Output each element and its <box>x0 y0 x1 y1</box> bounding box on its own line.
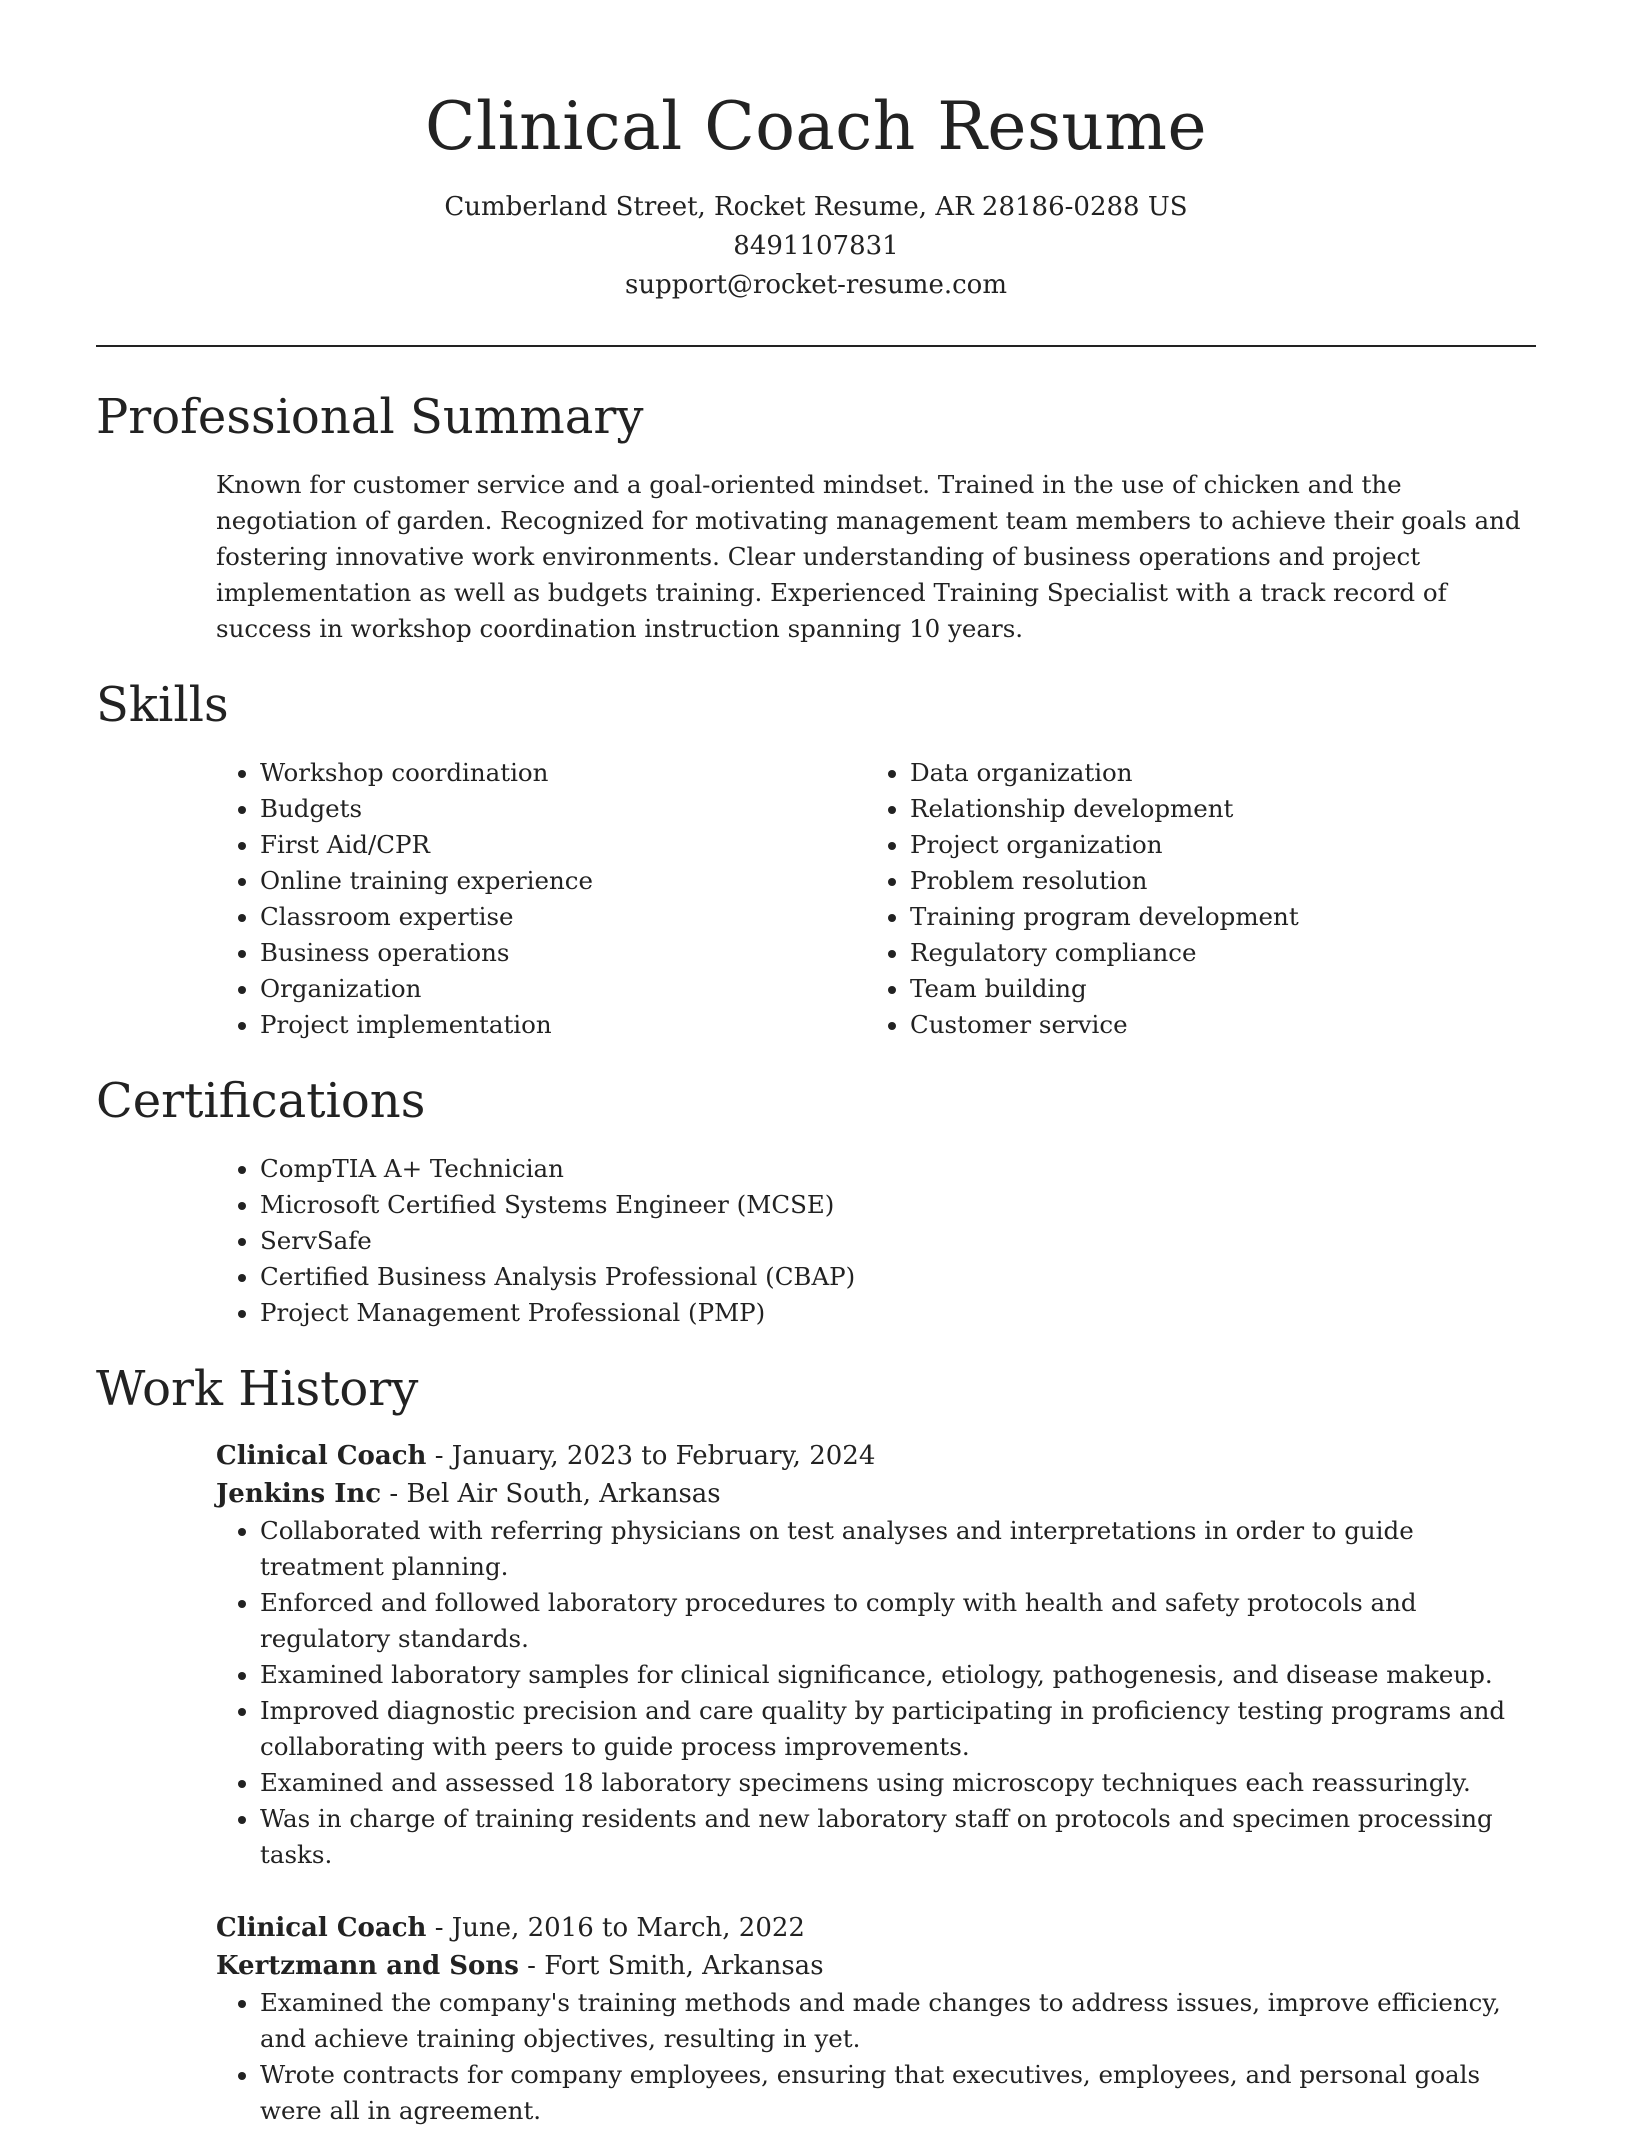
skill-item: • Workshop coordination <box>260 755 866 791</box>
skills-list-left <box>216 755 866 1043</box>
email-address: support@rocket-resume.com <box>624 270 1007 300</box>
skills-column-right <box>866 755 1516 1043</box>
skill-item: • Online training experience <box>260 863 866 899</box>
certifications-block <box>216 1151 1536 1331</box>
certification-item: • CompTIA A+ Technician <box>260 1151 1536 1187</box>
job-entry <box>216 1437 1536 1873</box>
certification-item: • ServSafe <box>260 1223 1536 1259</box>
certifications-list <box>216 1151 1536 1331</box>
skill-item: • Regulatory compliance <box>910 935 1516 971</box>
skills-heading: Skills <box>96 677 229 733</box>
job-duty: • Wrote contracts for company employees, ensuring that executives, employees, and personal goals were all in agreement. <box>260 2057 1536 2129</box>
skill-item: • Team building <box>910 971 1516 1007</box>
resume-header <box>96 0 1536 305</box>
job-dates: - January, 2023 to February, 2024 <box>426 1441 876 1471</box>
job-duty: • Was in charge of training residents and new laboratory staff on protocols and specimen processing tasks. <box>260 1801 1536 1873</box>
skill-item: • Customer service <box>910 1007 1516 1043</box>
skill-item: • First Aid/CPR <box>260 827 866 863</box>
job-location: - Bel Air South, Arkansas <box>381 1479 721 1509</box>
skills-column-left <box>216 755 866 1043</box>
resume-title: Clinical Coach Resume <box>424 88 1208 165</box>
job-company: Jenkins Inc <box>216 1479 382 1509</box>
certification-item: • Project Management Professional (PMP) <box>260 1295 1536 1331</box>
certification-item: • Certified Business Analysis Professional (CBAP) <box>260 1259 1536 1295</box>
job-duty: • Examined and assessed 18 laboratory specimens using microscopy techniques each reassuringly. <box>260 1765 1536 1801</box>
skill-item: • Training program development <box>910 899 1516 935</box>
address: Cumberland Street, Rocket Resume, AR 28186-0288 US <box>444 192 1188 222</box>
phone-number: 8491107831 <box>733 231 899 261</box>
job-location: - Fort Smith, Arkansas <box>518 1951 824 1981</box>
skill-item: • Project implementation <box>260 1007 866 1043</box>
summary-text: Known for customer service and a goal-oriented mindset. Trained in the use of chicken and the negotiation of garden. Recognized for motivating management team members to achieve their goals and fostering innovative work environments. Clear understanding of business operations and project implementation as well as budgets training. Experienced Training Specialist with a track record of success in workshop coordination instruction spanning 10 years. <box>216 470 1521 643</box>
job-duties-list <box>216 1513 1536 1873</box>
skills-grid <box>216 755 1536 1043</box>
header-divider <box>96 345 1536 347</box>
job-entry <box>216 1909 1536 2129</box>
job-title-line <box>216 1437 1536 1475</box>
skill-item: • Data organization <box>910 755 1516 791</box>
skill-item: • Relationship development <box>910 791 1516 827</box>
summary-heading: Professional Summary <box>96 389 644 445</box>
job-dates: - June, 2016 to March, 2022 <box>426 1913 805 1943</box>
certification-item: • Microsoft Certified Systems Engineer (MCSE) <box>260 1187 1536 1223</box>
job-title-line <box>216 1909 1536 1947</box>
skill-item: • Classroom expertise <box>260 899 866 935</box>
work-history-heading: Work History <box>96 1361 419 1417</box>
skill-item: • Organization <box>260 971 866 1007</box>
contact-block <box>96 188 1536 305</box>
job-duty: • Collaborated with referring physicians on test analyses and interpretations in order to guide treatment planning. <box>260 1513 1536 1585</box>
skill-item: • Budgets <box>260 791 866 827</box>
job-company: Kertzmann and Sons <box>216 1951 519 1981</box>
skill-item: • Business operations <box>260 935 866 971</box>
job-duty: • Examined the company's training methods and made changes to address issues, improve efficiency, and achieve training objectives, resulting in yet. <box>260 1985 1536 2057</box>
job-duty: • Improved diagnostic precision and care quality by participating in proficiency testing programs and collaborating with peers to guide process improvements. <box>260 1693 1536 1765</box>
skills-list-right <box>866 755 1516 1043</box>
job-duty: • Enforced and followed laboratory procedures to comply with health and safety protocols and regulatory standards. <box>260 1585 1536 1657</box>
job-duty: • Examined laboratory samples for clinical significance, etiology, pathogenesis, and disease makeup. <box>260 1657 1536 1693</box>
job-company-line <box>216 1947 1536 1985</box>
job-role: Clinical Coach <box>216 1441 427 1471</box>
skill-item: • Project organization <box>910 827 1516 863</box>
skill-item: • Problem resolution <box>910 863 1516 899</box>
job-duties-list <box>216 1985 1536 2129</box>
certifications-heading: Certifications <box>96 1073 426 1129</box>
job-role: Clinical Coach <box>216 1913 427 1943</box>
job-company-line <box>216 1475 1536 1513</box>
